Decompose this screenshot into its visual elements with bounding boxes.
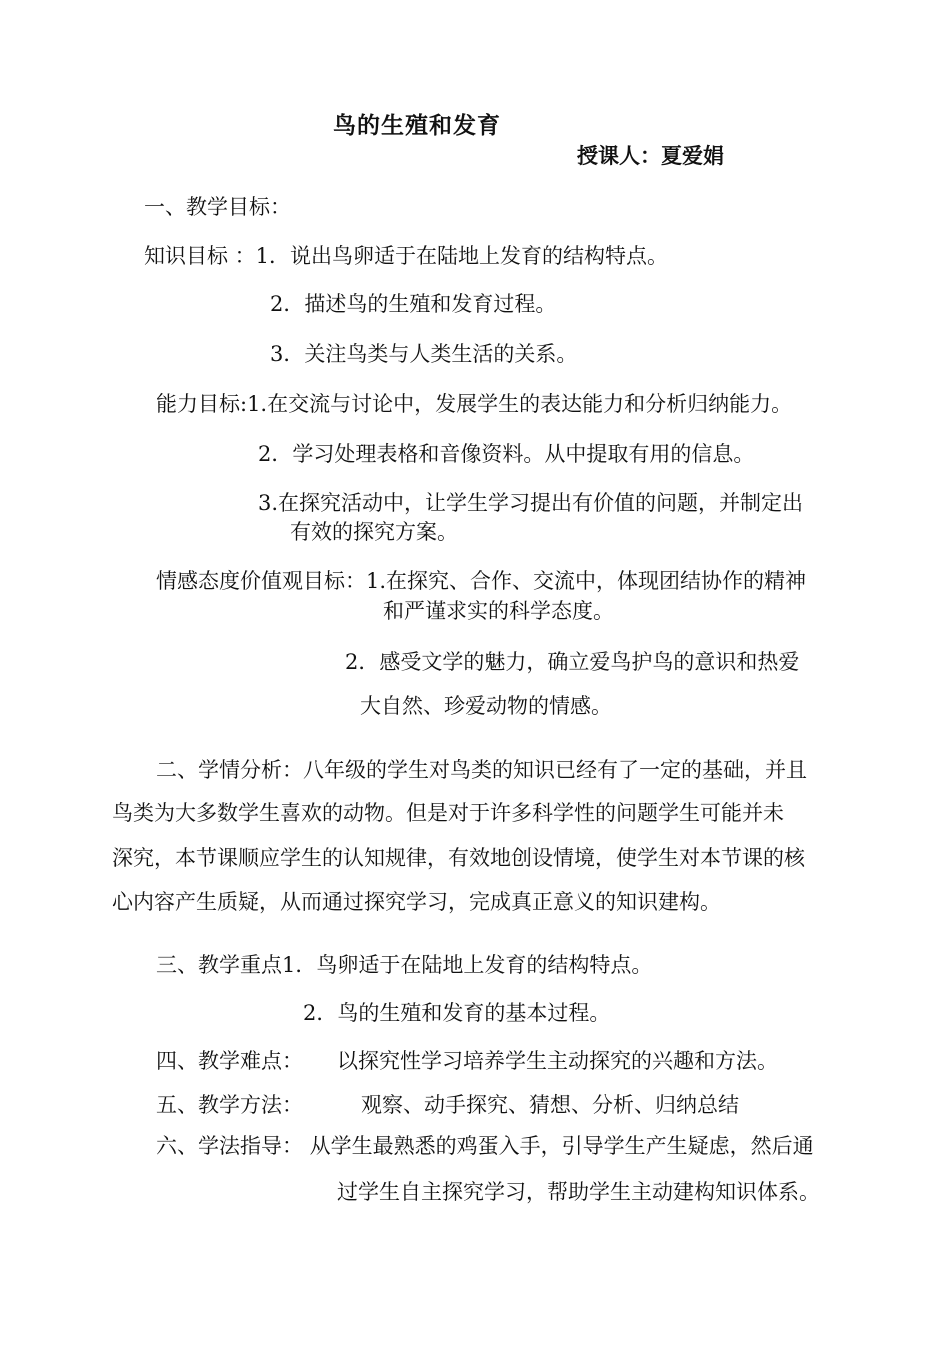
- learner-analysis-line: 深究，本节课顺应学生的认知规律，有效地创设情境，使学生对本节课的核: [112, 846, 805, 870]
- knowledge-goal-line: 2．描述鸟的生殖和发育过程。: [270, 292, 557, 316]
- ability-goal-line: 有效的探究方案。: [290, 520, 458, 544]
- key-points-line: 三、教学重点1．鸟卵适于在陆地上发育的结构特点。: [156, 953, 653, 977]
- attitude-goal-line: 情感态度价值观目标：1.在探究、合作、交流中，体现团结协作的精神: [156, 569, 807, 593]
- knowledge-goal-line: 知识目标 ：1．说出鸟卵适于在陆地上发育的结构特点。: [144, 244, 669, 268]
- learner-analysis-line: 鸟类为大多数学生喜欢的动物。但是对于许多科学性的问题学生可能并未: [112, 801, 784, 825]
- author-line: 授课人：夏爱娟: [577, 144, 724, 168]
- ability-goal-line: 3.在探究活动中，让学生学习提出有价值的问题，并制定出: [258, 491, 804, 515]
- study-guidance-line: 过学生自主探究学习，帮助学生主动建构知识体系。: [337, 1180, 820, 1204]
- difficulty-text: 以探究性学习培养学生主动探究的兴趣和方法。: [337, 1049, 778, 1073]
- document-title: 鸟的生殖和发育: [333, 113, 501, 139]
- learner-analysis-line: 心内容产生质疑，从而通过探究学习，完成真正意义的知识建构。: [112, 890, 721, 914]
- attitude-goal-line: 大自然、珍爱动物的情感。: [360, 694, 612, 718]
- attitude-goal-line: 2．感受文学的魅力，确立爱鸟护鸟的意识和热爱: [345, 650, 800, 674]
- study-guidance-line: 六、学法指导： 从学生最熟悉的鸡蛋入手，引导学生产生疑虑，然后通: [156, 1134, 814, 1158]
- ability-goal-line: 2．学习处理表格和音像资料。从中提取有用的信息。: [258, 442, 755, 466]
- section-1-heading: 一、教学目标：: [144, 195, 291, 219]
- method-label: 五、教学方法：: [156, 1093, 303, 1117]
- key-points-line: 2．鸟的生殖和发育的基本过程。: [303, 1001, 611, 1025]
- method-text: 观察、动手探究、猜想、分析、归纳总结: [361, 1093, 739, 1117]
- attitude-goal-line: 和严谨求实的科学态度。: [383, 599, 614, 623]
- knowledge-goal-line: 3．关注鸟类与人类生活的关系。: [270, 342, 578, 366]
- learner-analysis-line: 二、学情分析：八年级的学生对鸟类的知识已经有了一定的基础，并且: [156, 758, 807, 782]
- difficulty-label: 四、教学难点：: [156, 1049, 303, 1073]
- ability-goal-line: 能力目标:1.在交流与讨论中，发展学生的表达能力和分析归纳能力。: [156, 392, 793, 416]
